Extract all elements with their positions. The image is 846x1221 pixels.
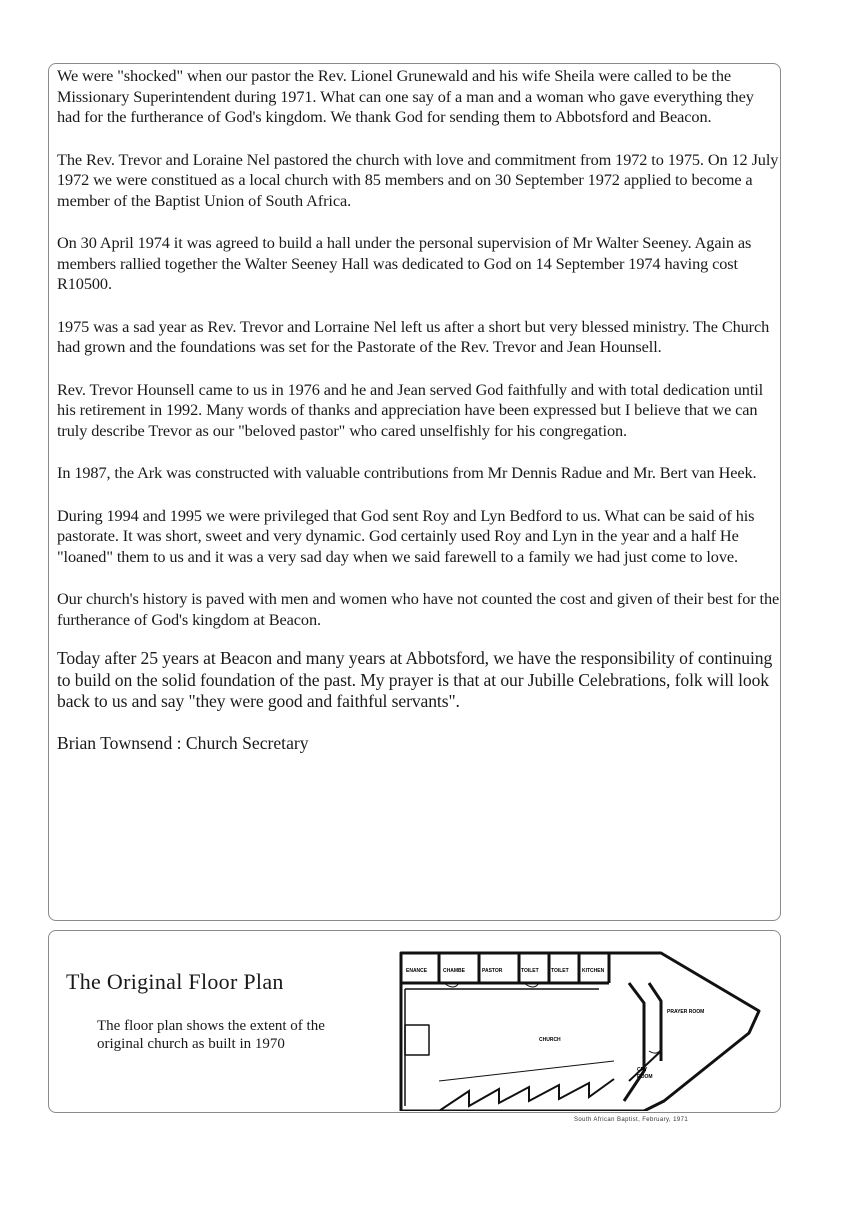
- floor-plan-box: [48, 930, 781, 1113]
- room-label-enance: ENANCE: [406, 968, 428, 974]
- floor-plan-caption: South African Baptist, February, 1971: [574, 1117, 689, 1123]
- paragraph-seeney-hall: On 30 April 1974 it was agreed to build a hall under the personal supervision of Mr Walter Seeney. Again as members rallied together the Walter Seeney Hall was dedicated to God on 14 September 1974 having cost R10500.: [57, 233, 752, 293]
- paragraph-bedford: During 1994 and 1995 we were privileged that God sent Roy and Lyn Bedford to us. What can be said of his pastorate. It was short, sweet and very dynamic. God certainly used Roy and Lyn in the year and a half He "loaned" them to us and it was a very sad day when we said farewell to a family we had just come to love.: [57, 505, 755, 566]
- room-label-toilet-2: TOILET: [551, 968, 569, 974]
- room-label-kitchen: KITCHEN: [582, 968, 605, 974]
- paragraph-nel-pastorate: The Rev. Trevor and Loraine Nel pastored the church with love and commitment from 1972 to 1975. On 12 July 1972 we were constitued as a local church with 85 members and on 30 September 1972 applied to become a member of the Baptist Union of South Africa.: [57, 149, 779, 210]
- paragraph-1975: 1975 was a sad year as Rev. Trevor and Lorraine Nel left us after a short but very blessed ministry. The Church had grown and the foundations was set for the Pastorate of the Rev. Trevor and Jean Hounsell.: [57, 316, 770, 356]
- paragraph-hounsell: Rev. Trevor Hounsell came to us in 1976 and he and Jean served God faithfully and with total dedication until his retirement in 1992. Many words of thanks and appreciation have been expressed but I believe that we can truly describe Trevor as our "beloved pastor" who cared unselfishly for his congregation.: [57, 379, 764, 440]
- room-label-cry: CRY: [637, 1067, 648, 1073]
- room-label-pastor: PASTOR: [482, 968, 503, 974]
- floor-plan-title: The Original Floor Plan: [66, 969, 284, 994]
- signature: Brian Townsend : Church Secretary: [57, 732, 309, 753]
- room-label-room: ROOM: [637, 1074, 653, 1080]
- room-label-chambe: CHAMBE: [443, 968, 465, 974]
- paragraph-ark: In 1987, the Ark was constructed with valuable contributions from Mr Dennis Radue and Mr. Bert van Heek.: [57, 463, 757, 482]
- room-label-church: CHURCH: [539, 1037, 561, 1043]
- paragraph-grunewald: We were "shocked" when our pastor the Rev. Lionel Grunewald and his wife Sheila were called to be the Missionary Superintendent during 1971. What can one say of a man and a woman who gave everything they had for the furtherance of God's kingdom. We thank God for sending them to Abbotsford and Beacon.: [57, 66, 754, 126]
- history-text-box: [48, 63, 781, 921]
- room-label-toilet-1: TOILET: [521, 968, 539, 974]
- floor-plan-drawing: [399, 941, 769, 1111]
- paragraph-closing: Today after 25 years at Beacon and many years at Abbotsford, we have the responsibility of continuing to build on the solid foundation of the past. My prayer is that at our Jubille Celebrations, folk will look back to us and say "they were good and faithful servants".: [57, 648, 773, 711]
- room-label-prayer-room: PRAYER ROOM: [667, 1009, 705, 1015]
- paragraph-history: Our church's history is paved with men and women who have not counted the cost and given of their best for the furtherance of God's kingdom at Beacon.: [57, 589, 780, 629]
- floor-plan-description: The floor plan shows the extent of the original church as built in 1970: [97, 1018, 325, 1052]
